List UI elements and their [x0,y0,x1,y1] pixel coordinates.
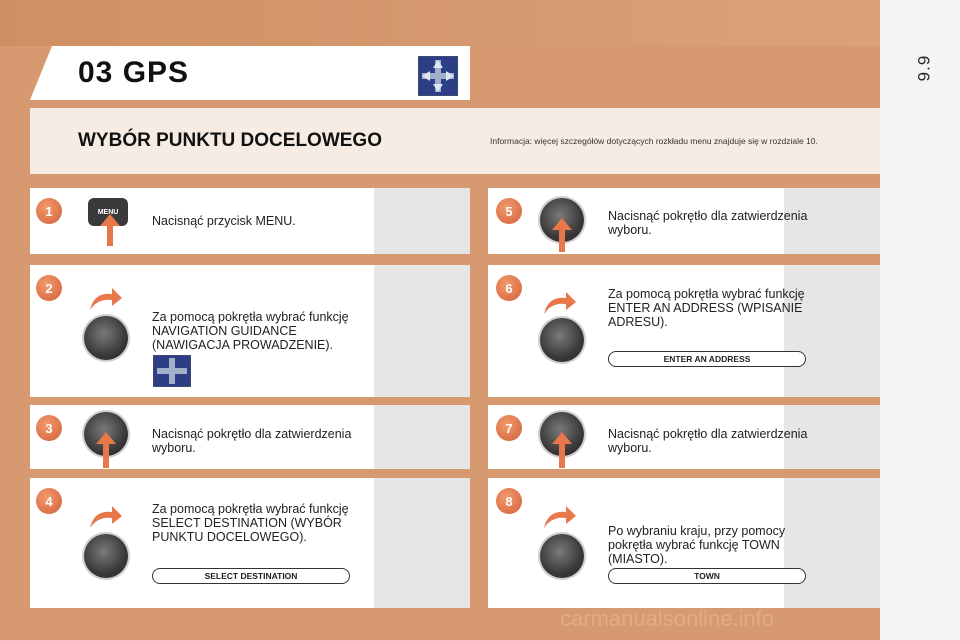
right-margin [880,0,960,640]
radio-photo [784,265,880,397]
rotate-arrow-icon [542,290,576,316]
step-badge: 2 [36,275,62,301]
step-badge: 1 [36,198,62,224]
step-text: Nacisnąć pokrętło dla zatwierdzenia wyboru. [152,427,352,455]
page-number: 9.9 [914,54,934,82]
step-text: Za pomocą pokrętła wybrać funkcję ENTER AN ADDRESS (WPISANIE ADRESU). [608,287,805,329]
info-note: Informacja: więcej szczegółów dotyczących rozkładu menu znajduje się w rozdziale 10. [490,136,818,146]
press-arrow-icon [552,218,572,252]
press-arrow-icon [552,432,572,468]
step-badge: 5 [496,198,522,224]
rotary-knob [540,318,584,362]
radio-photo [374,188,470,254]
menu-button-label: MENU [97,208,119,216]
press-arrow-icon [100,214,120,246]
radio-photo [374,478,470,608]
radio-photo [374,405,470,469]
step-text: Po wybraniu kraju, przy pomocy pokrętła wybrać funkcję TOWN (MIASTO). [608,524,786,566]
step-badge: 3 [36,415,62,441]
step-text: Nacisnąć przycisk MENU. [152,214,296,228]
rotate-arrow-icon [88,504,122,530]
radio-photo [784,478,880,608]
step-badge: 6 [496,275,522,301]
navigation-icon [153,355,191,387]
rotary-knob [540,534,584,578]
step-text: Nacisnąć pokrętło dla zatwierdzenia wyboru. [608,427,808,455]
rotate-arrow-icon [88,286,122,312]
function-label: SELECT DESTINATION [152,568,350,584]
step-text: Za pomocą pokrętła wybrać funkcję NAVIGATION GUIDANCE (NAWIGACJA PROWADZENIE). [152,310,349,352]
top-band [0,0,880,46]
step-badge: 4 [36,488,62,514]
step-badge: 8 [496,488,522,514]
section-title: WYBÓR PUNKTU DOCELOWEGO [78,130,382,151]
step-text: Za pomocą pokrętła wybrać funkcję SELECT DESTINATION (WYBÓR PUNKTU DOCELOWEGO). [152,502,349,544]
press-arrow-icon [96,432,116,468]
navigation-icon [418,56,458,96]
page-title: 03 GPS [78,56,190,89]
rotary-knob [84,316,128,360]
function-label: ENTER AN ADDRESS [608,351,806,367]
rotate-arrow-icon [542,504,576,530]
rotary-knob [84,534,128,578]
radio-photo [374,265,470,397]
function-label: TOWN [608,568,806,584]
step-text: Nacisnąć pokrętło dla zatwierdzenia wyboru. [608,209,808,237]
watermark: carmanualsonline.info [560,606,775,631]
step-badge: 7 [496,415,522,441]
